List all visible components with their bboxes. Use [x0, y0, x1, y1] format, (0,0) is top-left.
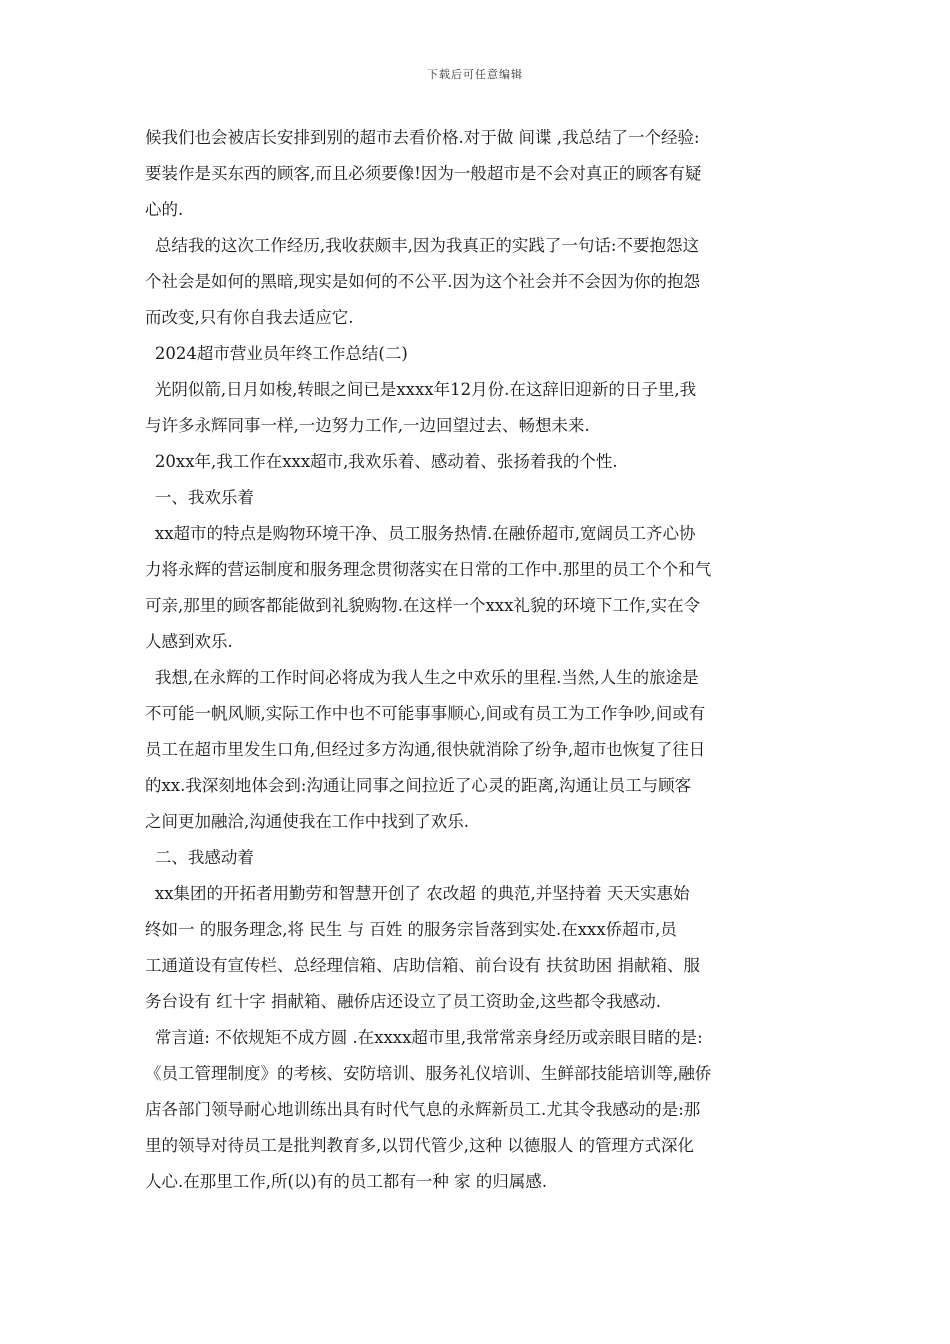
- paragraph-first-line: 我想,在永辉的工作时间必将成为我人生之中欢乐的里程.当然,人生的旅途是: [154, 668, 699, 687]
- text-line: 不可能一帆风顺,实际工作中也不可能事事顺心,间或有员工为工作争吵,间或有: [145, 704, 706, 723]
- section-heading: 一、我欢乐着: [154, 488, 254, 507]
- text-line: 而改变,只有你自我去适应它.: [145, 308, 354, 327]
- text-line: 可亲,那里的顾客都能做到礼貌购物.在这样一个xxx礼貌的环境下工作,实在令: [145, 596, 701, 615]
- paragraph-first-line: 常言道: 不依规矩不成方圆 .在xxxx超市里,我常常亲身经历或亲眼目睹的是:: [154, 1028, 703, 1047]
- paragraph-first-line: xx超市的特点是购物环境干净、员工服务热情.在融侨超市,宽阔员工齐心协: [154, 524, 696, 543]
- paragraph-first-line: 20xx年,我工作在xxx超市,我欢乐着、感动着、张扬着我的个性.: [154, 452, 618, 471]
- page-header: 下载后可任意编辑: [427, 68, 523, 81]
- text-line: 终如一 的服务理念,将 民生 与 百姓 的服务宗旨落到实处.在xxx侨超市,员: [145, 920, 677, 939]
- text-line: 个社会是如何的黑暗,现实是如何的不公平.因为这个社会并不会因为你的抱怨: [145, 272, 700, 291]
- paragraph-first-line: xx集团的开拓者用勤劳和智慧开创了 农改超 的典范,并坚持着 天天实惠始: [154, 884, 690, 903]
- text-line: 店各部门领导耐心地训练出具有时代气息的永辉新员工.尤其令我感动的是:那: [145, 1100, 701, 1119]
- text-line: 与许多永辉同事一样,一边努力工作,一边回望过去、畅想未来.: [145, 416, 590, 435]
- text-line: 工通道设有宣传栏、总经理信箱、店助信箱、前台设有 扶贫助困 捐献箱、服: [145, 956, 700, 975]
- paragraph-first-line: 总结我的这次工作经历,我收获颇丰,因为我真正的实践了一句话:不要抱怨这: [154, 236, 699, 255]
- text-line: 要装作是买东西的顾客,而且必须要像!因为一般超市是不会对真正的顾客有疑: [145, 164, 702, 183]
- text-line: 人感到欢乐.: [145, 632, 233, 651]
- text-line: 心的.: [145, 200, 184, 219]
- text-line: 务台设有 红十字 捐献箱、融侨店还设立了员工资助金,这些都令我感动.: [145, 992, 661, 1011]
- text-line: 的xx.我深刻地体会到:沟通让同事之间拉近了心灵的距离,沟通让员工与顾客: [145, 776, 692, 795]
- text-line: 人心.在那里工作,所(以)有的员工都有一种 家 的归属感.: [145, 1172, 548, 1191]
- document-body: [145, 120, 815, 1200]
- text-line: 里的领导对待员工是批判教育多,以罚代管少,这种 以德服人 的管理方式深化: [145, 1136, 694, 1155]
- text-line: 《员工管理制度》的考核、安防培训、服务礼仪培训、生鲜部技能培训等,融侨: [145, 1064, 712, 1083]
- section-heading: 二、我感动着: [154, 848, 254, 867]
- text-line: 力将永辉的营运制度和服务理念贯彻落实在日常的工作中.那里的员工个个和气: [145, 560, 712, 579]
- text-line: 员工在超市里发生口角,但经过多方沟通,很快就消除了纷争,超市也恢复了往日: [145, 740, 706, 759]
- section-title: 2024超市营业员年终工作总结(二): [154, 344, 408, 363]
- paragraph-first-line: 光阴似箭,日月如梭,转眼之间已是xxxx年12月份.在这辞旧迎新的日子里,我: [154, 380, 697, 399]
- text-line: 候我们也会被店长安排到别的超市去看价格.对于做 间谍 ,我总结了一个经验:: [145, 128, 700, 147]
- text-line: 之间更加融洽,沟通使我在工作中找到了欢乐.: [145, 812, 469, 831]
